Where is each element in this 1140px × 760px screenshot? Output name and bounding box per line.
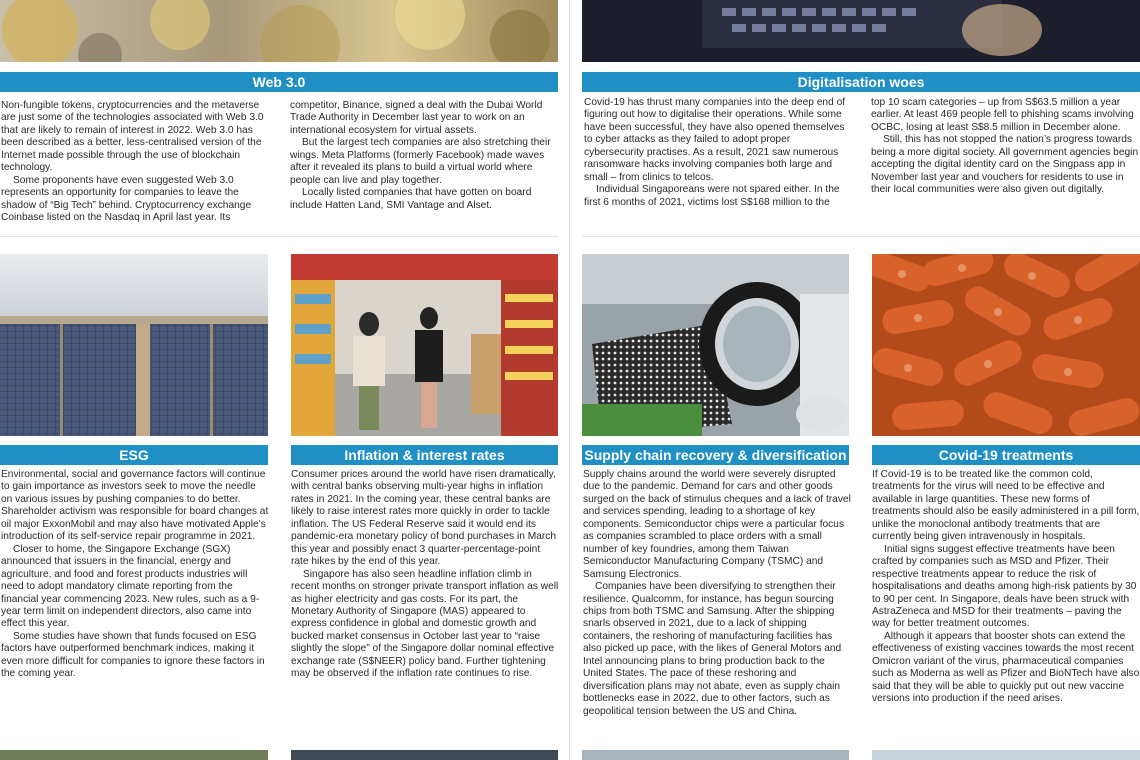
- paragraph: Some proponents have even suggested Web 3.0 represents an opportunity for companies to leave the shadow of “Big Tech” behind. Cryptocurrency exchange Coinbase listed on the Nasdaq in April last year. Its: [1, 174, 252, 224]
- page-divider: [569, 0, 570, 760]
- section-divider: [582, 236, 1140, 237]
- web3-text-col1: [1, 100, 271, 225]
- paragraph: Some studies have shown that funds focused on ESG factors have outperformed benchmark indices, making it even more difficult for companies to ignore these factors in the coming year.: [1, 630, 265, 680]
- paragraph: top 10 scam categories – up from S$63.5 million a year earlier. At least 469 people fell to phishing scams involving OCBC, losing at least S$8.5 million in December alone.: [871, 97, 1134, 133]
- paragraph: Covid-19 has thrust many companies into the deep end of figuring out how to digitalise their operations. While some have been successful, they have also opened themselves to cyber attacks as they failed to adopt proper cybersecurity practises. As a result, 2021 saw numerous ransomware hacks involving companies both large and small – from clinics to telcos.: [584, 97, 846, 183]
- esg-header: ESG: [0, 445, 268, 465]
- paragraph: Supply chains around the world were severely disrupted due to the pandemic. Demand for cars and other goods surged on the back of stimulus cheques and a lack of travel and services spending, leading to a shortage of key components. Semiconductor chips were a particular focus as companies scrambled to place orders with a small number of key foundries, among them Taiwan Semiconductor Manufacturing Company (TSMC) and Samsung Electronics.: [583, 469, 851, 580]
- digitalisation-header: Digitalisation woes: [582, 72, 1140, 92]
- crypto-image: [0, 0, 558, 62]
- digitalisation-text-col1: [584, 97, 852, 209]
- paragraph: Initial signs suggest effective treatments have been crafted by companies such as MSD and Pfizer. Their respective treatments appear to reduce the risk of hospitalisations and deaths among high-risk patients by 30 to 90 per cent. In Singapore, deals have been struck with AstraZeneca and MSD for their treatments – paving the way for better treatment outcomes.: [872, 543, 1137, 630]
- keyboard-image: [582, 0, 1140, 62]
- web3-text-col2: [290, 100, 558, 212]
- bottom-image-3: [582, 750, 849, 760]
- paragraph: Closer to home, the Singapore Exchange (SGX) announced that issuers in the financial, energy and agriculture, and food and forest products industries will need to adopt mandatory climate reporting from the financial year commencing 2023. New rules, such as a 9-year term limit on independent directors, also came into effect this year.: [1, 543, 260, 630]
- paragraph: Individual Singaporeans were not spared either. In the first 6 months of 2021, victims lost S$168 million to the: [584, 184, 840, 208]
- web3-header: Web 3.0: [0, 72, 558, 92]
- digitalisation-text-col2: [871, 97, 1139, 197]
- esg-text: [1, 469, 269, 681]
- bottom-image-1: [0, 750, 268, 760]
- supply-chain-header: Supply chain recovery & diversification: [582, 445, 849, 465]
- paragraph: Still, this has not stopped the nation’s progress towards being a more digital society. All government agencies begin accepting the digital identity card on the Singpass app in November last year and vouchers for residents to use in their local communities were also given out digitally.: [871, 134, 1139, 196]
- paragraph: Companies have been diversifying to strengthen their resilience. Qualcomm, for instance, has begun sourcing chips from both TSMC and Samsung. After the shipping snarls observed in 2021, due to a lack of shipping containers, the reshoring of manufacturing facilities has also picked up pace, with the likes of General Motors and Intel announcing plans to bring production back to the United States. The pace of these reshoring and diversification plans may not abate, even as supply chain bottlenecks ease in 2022, due to other factors, such as geopolitical tension between the US and China.: [583, 581, 842, 717]
- paragraph: Singapore has also seen headline inflation climb in recent months on stronger private transport inflation as well as higher electricity and gas costs. For its part, the Monetary Authority of Singapore (MAS) appeared to express confidence in global and domestic growth and bucked market consensus in October last year to “raise slightly the slope” of the Singapore dollar nominal effective exchange rate (S$NEER) policy band. Further tightening may be observed if the inflation rate continues to rise.: [291, 568, 559, 680]
- covid-treatments-text: [872, 469, 1140, 706]
- paragraph: If Covid-19 is to be treated like the common cold, treatments for the virus will need to be effective and available in large quantities. These new forms of treatments should also be easily administered in a pill form, unlike the monoclonal antibody treatments that are currently being given intravenously in hospitals.: [872, 469, 1140, 543]
- paragraph: Non-fungible tokens, cryptocurrencies and the metaverse are just some of the technologies associated with Web 3.0 that are likely to remain of interest in 2022. Web 3.0 has been described as a better, less-centralised version of the Internet made possible through the use of blockchain technology.: [1, 100, 264, 174]
- supermarket-image: [291, 254, 558, 436]
- bottom-image-2: [291, 750, 558, 760]
- paragraph: Although it appears that booster shots can extend the effectiveness of existing vaccines towards the most recent Omicron variant of the virus, pharmaceutical companies such as Moderna as well as Pfizer and BioNTech have also said that they will be able to quickly put out new vaccine versions into production if the need arises.: [872, 630, 1140, 705]
- pills-image: [872, 254, 1140, 436]
- bottom-image-4: [872, 750, 1140, 760]
- paragraph: Consumer prices around the world have risen dramatically, with central banks observing multi-year highs in inflation rates in 2021. In the coming year, these central banks are likely to raise interest rates more quickly in order to tackle inflation. The US Federal Reserve said it would end its pandemic-era monetary policy of bond purchases in March this year and possibly enact 3 quarter-percentage-point rate hikes by the end of this year.: [291, 469, 557, 568]
- covid-treatments-header: Covid-19 treatments: [872, 445, 1140, 465]
- paragraph: But the largest tech companies are also stretching their wings. Meta Platforms (formerly Facebook) made waves after it revealed its plans to build a virtual world where people can live and play together.: [290, 137, 551, 186]
- paragraph: Environmental, social and governance factors will continue to gain importance as investors seek to move the needle on various issues by pushing companies to do better. Shareholder activism was responsible for board changes at oil major ExxonMobil and may also have motivated Apple’s introduction of its self-service repair programme in 2021.: [1, 469, 269, 543]
- chip-inspection-image: [582, 254, 849, 436]
- paragraph: Locally listed companies that have gotten on board include Hatten Land, SMI Vantage and Alset.: [290, 187, 532, 211]
- paragraph: competitor, Binance, signed a deal with the Dubai World Trade Authority in December last year to work on an international ecosystem for virtual assets.: [290, 100, 543, 136]
- section-divider: [0, 236, 558, 237]
- supply-chain-text: [583, 469, 851, 718]
- inflation-text: [291, 469, 559, 681]
- solar-panels-image: [0, 254, 268, 436]
- inflation-header: Inflation & interest rates: [291, 445, 558, 465]
